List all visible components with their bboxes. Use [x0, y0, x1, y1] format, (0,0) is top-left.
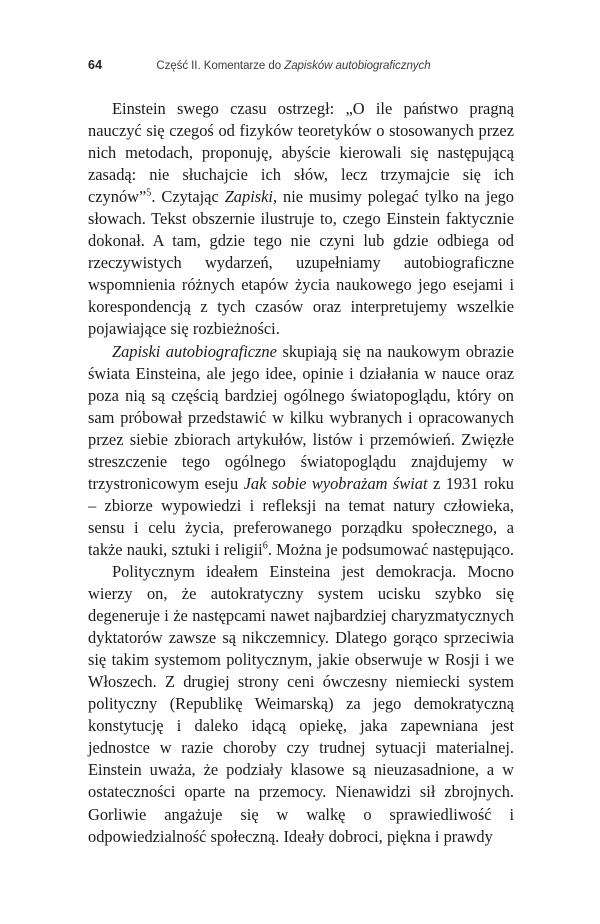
text-run: . Czytając — [151, 187, 225, 207]
italic-run: Jak sobie wyobrażam świat — [243, 473, 428, 493]
running-head — [88, 58, 514, 78]
italic-run: Zapiski autobiograficzne — [112, 341, 277, 361]
text-run: . Można je podsumować następująco. — [267, 539, 514, 559]
running-head-prefix: Część II. Komentarze do — [156, 60, 285, 72]
text-run: z 1931 roku – zbiorze wypowiedzi i refleksji na temat natury człowieka, sensu i celu życia, preferowanego porządku społecznego, a także nauki, sztuki i religii — [88, 473, 514, 559]
body-text-block — [88, 98, 514, 848]
para-1 — [88, 98, 514, 341]
running-head-title: Zapisków autobiograficznych — [284, 60, 431, 72]
para-3 — [88, 561, 514, 848]
text-run: Einstein swego czasu ostrzegł: „O ile państwo pragną nauczyć się czegoś od fizyków teoretyków o stosowanych przez nich metodach, proponuję, abyście kierowali się następującą zasadą: nie słuchajcie ich słów, lecz trzymajcie się ich czynów” — [88, 99, 514, 207]
text-run: Politycznym ideałem Einsteina jest demokracja. Mocno wierzy on, że autokratyczny system ucisku szybko się degeneruje i że następcami nawet najbardziej charyzmatycznych dyktatorów zawsze są nikczemnicy. Dlatego gorąco sprzeciwia się takim systemom politycznym, jakie obserwuje w Rosji i we Włoszech. Z drugiej strony ceni ówczesny niemiecki system polityczny (Republikę Weimarską) za jego demokratyczną konstytucję i daleko idącą opiekę, jaka zapewniana jest jednostce w razie choroby czy trudnej sytuacji materialnej. Einstein uważa, że podziały klasowe są nieuzasadnione, a w ostateczności oparte na przemocy. Nienawidzi sił zbrojnych. Gorliwie angażuje się w walkę o sprawiedliwość i odpowiedzialność społeczną. Ideały dobroci, piękna i prawdy — [88, 561, 514, 846]
text-run: skupiają się na naukowym obrazie świata Einsteina, ale jego idee, opinie i działania w nauce oraz poza nią są częścią bardziej ogólnego światopoglądu, który on sam próbował przedstawić w kilku wybranych i opracowanych przez siebie zbiorach artykułów, listów i przemówień. Zwięzłe streszczenie tego ogólnego światopoglądu znajdujemy w trzystronicowym eseju — [88, 341, 514, 493]
para-2 — [88, 341, 514, 561]
italic-run: Zapiski — [224, 187, 273, 207]
footnote-marker: 6 — [262, 540, 268, 552]
text-run: , nie musimy polegać tylko na jego słowach. Tekst obszernie ilustruje to, czego Einstein faktycznie dokonał. A tam, gdzie tego nie czyni lub gdzie odbiega od rzeczywistych wydarzeń, uzupełniamy autobiograficzne wspomnienia różnych etapów życia naukowego jego esejami i korespondencją z tych czasów oraz interpretujemy wszelkie pojawiające się rozbieżności. — [88, 187, 514, 339]
footnote-marker: 5 — [146, 187, 152, 199]
running-head-text — [156, 60, 430, 72]
page-number: 64 — [88, 58, 103, 72]
